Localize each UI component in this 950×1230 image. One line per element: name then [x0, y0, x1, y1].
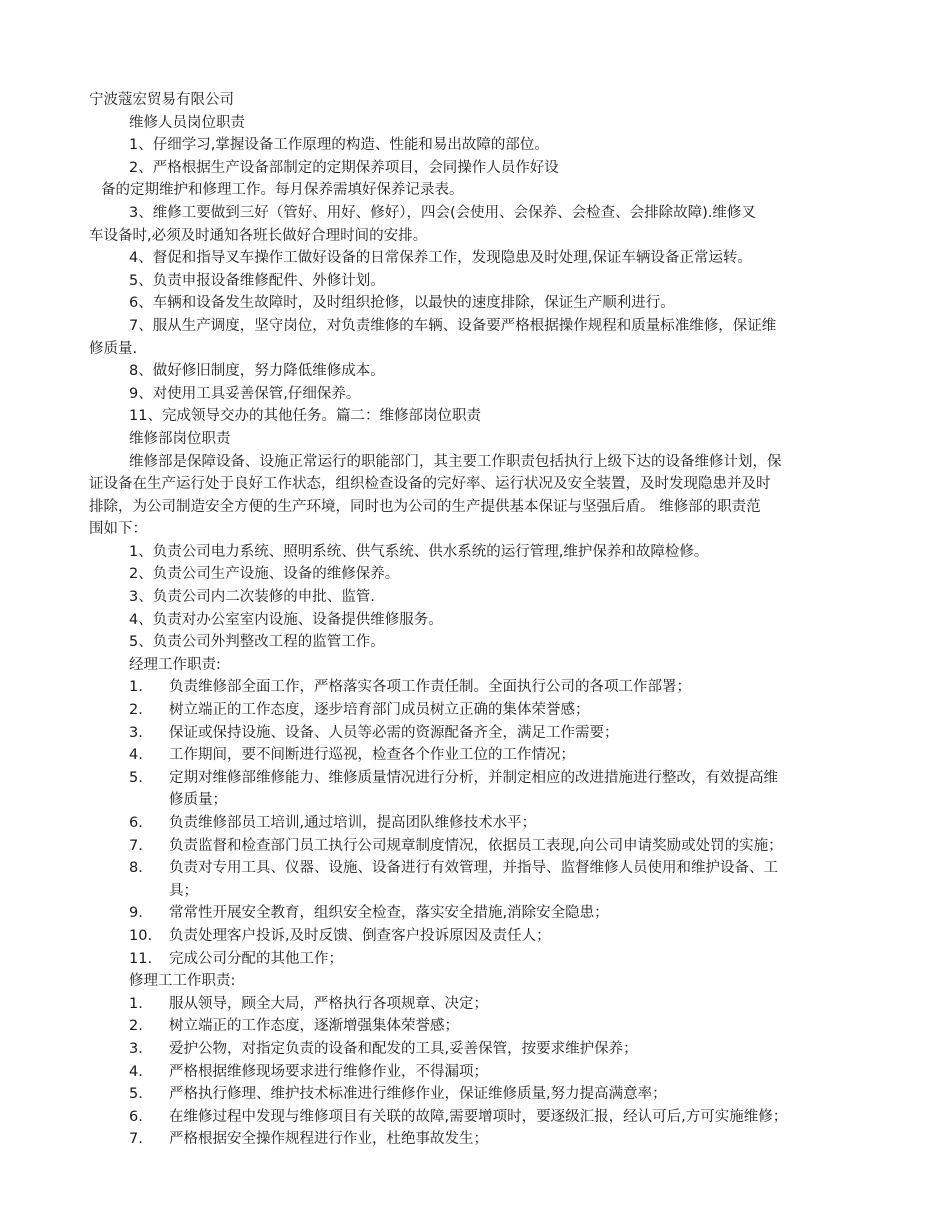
list-number: 6.	[129, 1108, 143, 1125]
list-item	[89, 1128, 861, 1151]
list-item	[89, 835, 861, 858]
list-text: 服从领导，顾全大局，严格执行各项规章、决定；	[169, 995, 488, 1012]
list-number: 4.	[129, 747, 143, 764]
list-item-continuation: 修质量；	[169, 792, 227, 809]
list-item: 1、负责公司电力系统、照明系统、供气系统、供水系统的运行管理,维护保养和故障检修。	[129, 543, 709, 560]
list-item	[89, 676, 861, 699]
paragraph: 1、仔细学习,掌握设备工作原理的构造、性能和易出故障的部位。	[129, 137, 549, 154]
list-text: 定期对维修部维修能力、维修质量情况进行分析，并制定相应的改进措施进行整改，有效提高维	[169, 769, 778, 786]
list-item	[89, 812, 861, 835]
list-item	[89, 993, 861, 1016]
list-item	[89, 1106, 861, 1129]
section-title: 修理工工作职责:	[129, 973, 236, 990]
list-text: 负责维修部员工培训,通过培训，提高团队维修技术水平；	[169, 815, 537, 831]
section-title: 经理工作职责:	[129, 656, 221, 673]
list-text: 在维修过程中发现与维修项目有关联的故障,需要增项时，要逐级汇报，经认可后,方可实施维修；	[169, 1108, 788, 1125]
list-text: 保证或保持设施、设备、人员等必需的资源配备齐全，满足工作需要；	[169, 724, 619, 741]
list-number: 3.	[129, 724, 143, 741]
list-number: 11.	[129, 950, 153, 967]
list-item	[89, 925, 861, 948]
list-text: 严格执行修理、维护技术标准进行维修作业，保证维修质量,努力提高满意率；	[169, 1086, 667, 1103]
paragraph: 证设备在生产运行处于良好工作状态，组织检查设备的完好率、运行状况及安全装置，及时发现隐患并及时	[89, 476, 771, 493]
paragraph: 维修部是保障设备、设施正常运行的职能部门，其主要工作职责包括执行上级下达的设备维修计划，保	[129, 453, 782, 470]
paragraph: 6、车辆和设备发生故障时，及时组织抢修，以最快的速度排除，保证生产顺利进行。	[129, 295, 675, 312]
document-body	[89, 89, 861, 1151]
list-item	[89, 767, 861, 790]
list-item	[89, 902, 861, 925]
list-number: 5.	[129, 769, 143, 786]
list-item	[89, 699, 861, 722]
list-item	[89, 857, 861, 880]
list-text: 爱护公物，对指定负责的设备和配发的工具,妥善保管，按要求维护保养；	[169, 1040, 638, 1057]
list-text: 树立端正的工作态度，逐渐增强集体荣誉感；	[169, 1018, 459, 1035]
list-number: 8.	[129, 860, 143, 877]
list-text: 负责对专用工具、仪器、设施、设备进行有效管理，并指导、监督维修人员使用和维护设备、工	[169, 860, 778, 877]
list-text: 树立端正的工作态度，逐步培育部门成员树立正确的集体荣誉感；	[169, 702, 590, 719]
paragraph: 9、对使用工具妥善保管,仔细保养。	[129, 385, 361, 402]
list-text: 负责维修部全面工作，严格落实各项工作责任制。全面执行公司的各项工作部署；	[169, 679, 691, 696]
paragraph: 5、负责申报设备维修配件、外修计划。	[129, 272, 385, 289]
paragraph: 7、服从生产调度，坚守岗位，对负责维修的车辆、设备要严格根据操作规程和质量标准维修，保证维	[129, 317, 777, 334]
list-text: 严格根据维修现场要求进行维修作业，不得漏项；	[169, 1063, 488, 1080]
list-number: 1.	[129, 995, 143, 1012]
list-number: 5.	[129, 1086, 143, 1103]
list-item	[89, 1015, 861, 1038]
list-number: 9.	[129, 905, 143, 922]
list-number: 10.	[129, 927, 153, 944]
list-item	[89, 1061, 861, 1084]
list-text: 完成公司分配的其他工作；	[169, 950, 343, 967]
list-item: 3、负责公司内二次装修的申批、监管.	[129, 589, 375, 606]
list-text: 负责处理客户投诉,及时反馈、倒查客户投诉原因及责任人；	[169, 927, 551, 944]
paragraph: 围如下：	[89, 521, 147, 538]
paragraph: 修质量.	[89, 340, 138, 357]
list-text: 负责监督和检查部门员工执行公司规章制度情况，依据员工表现,向公司申请奖励或处罚的实施；	[169, 837, 783, 854]
list-item-continuation: 具；	[169, 882, 198, 899]
list-item: 5、负责公司外判整改工程的监管工作。	[129, 634, 385, 651]
list-number: 2.	[129, 702, 143, 719]
company-name: 宁波蔻宏贸易有限公司	[89, 92, 234, 108]
list-number: 4.	[129, 1063, 143, 1080]
list-text: 工作期间，要不间断进行巡视，检查各个作业工位的工作情况；	[169, 747, 575, 764]
list-item	[89, 948, 861, 971]
list-text: 严格根据安全操作规程进行作业，杜绝事故发生；	[169, 1131, 488, 1148]
list-item: 2、负责公司生产设施、设备的维修保养。	[129, 566, 400, 583]
paragraph: 备的定期维护和修理工作。每月保养需填好保养记录表。	[101, 182, 464, 199]
list-text: 常常性开展安全教育，组织安全检查，落实安全措施,消除安全隐患；	[169, 905, 609, 922]
list-item	[89, 1038, 861, 1061]
list-number: 1.	[129, 679, 143, 696]
list-number: 3.	[129, 1040, 143, 1057]
list-item	[89, 722, 861, 745]
paragraph: 3、维修工要做到三好（管好、用好、修好），四会(会使用、会保养、会检查、会排除故障).维修叉	[129, 204, 756, 221]
paragraph: 2、严格根据生产设备部制定的定期保养项目，会同操作人员作好设	[129, 159, 559, 176]
paragraph: 8、做好修旧制度，努力降低维修成本。	[129, 363, 385, 380]
list-item	[89, 1083, 861, 1106]
list-number: 2.	[129, 1018, 143, 1035]
section-title: 维修人员岗位职责	[129, 114, 245, 131]
section-title: 维修部岗位职责	[129, 430, 231, 447]
paragraph: 4、督促和指导叉车操作工做好设备的日常保养工作，发现隐患及时处理,保证车辆设备正常运转。	[129, 250, 752, 267]
list-item: 4、负责对办公室室内设施、设备提供维修服务。	[129, 611, 443, 628]
paragraph: 11、完成领导交办的其他任务。篇二：维修部岗位职责	[129, 408, 481, 425]
list-number: 6.	[129, 815, 143, 831]
list-item	[89, 744, 861, 767]
list-number: 7.	[129, 837, 143, 854]
paragraph: 车设备时,必须及时通知各班长做好合理时间的安排。	[89, 227, 428, 244]
paragraph: 排除，为公司制造安全方便的生产环境，同时也为公司的生产提供基本保证与坚强后盾。 维修部的职责范	[89, 498, 761, 515]
list-number: 7.	[129, 1131, 143, 1148]
